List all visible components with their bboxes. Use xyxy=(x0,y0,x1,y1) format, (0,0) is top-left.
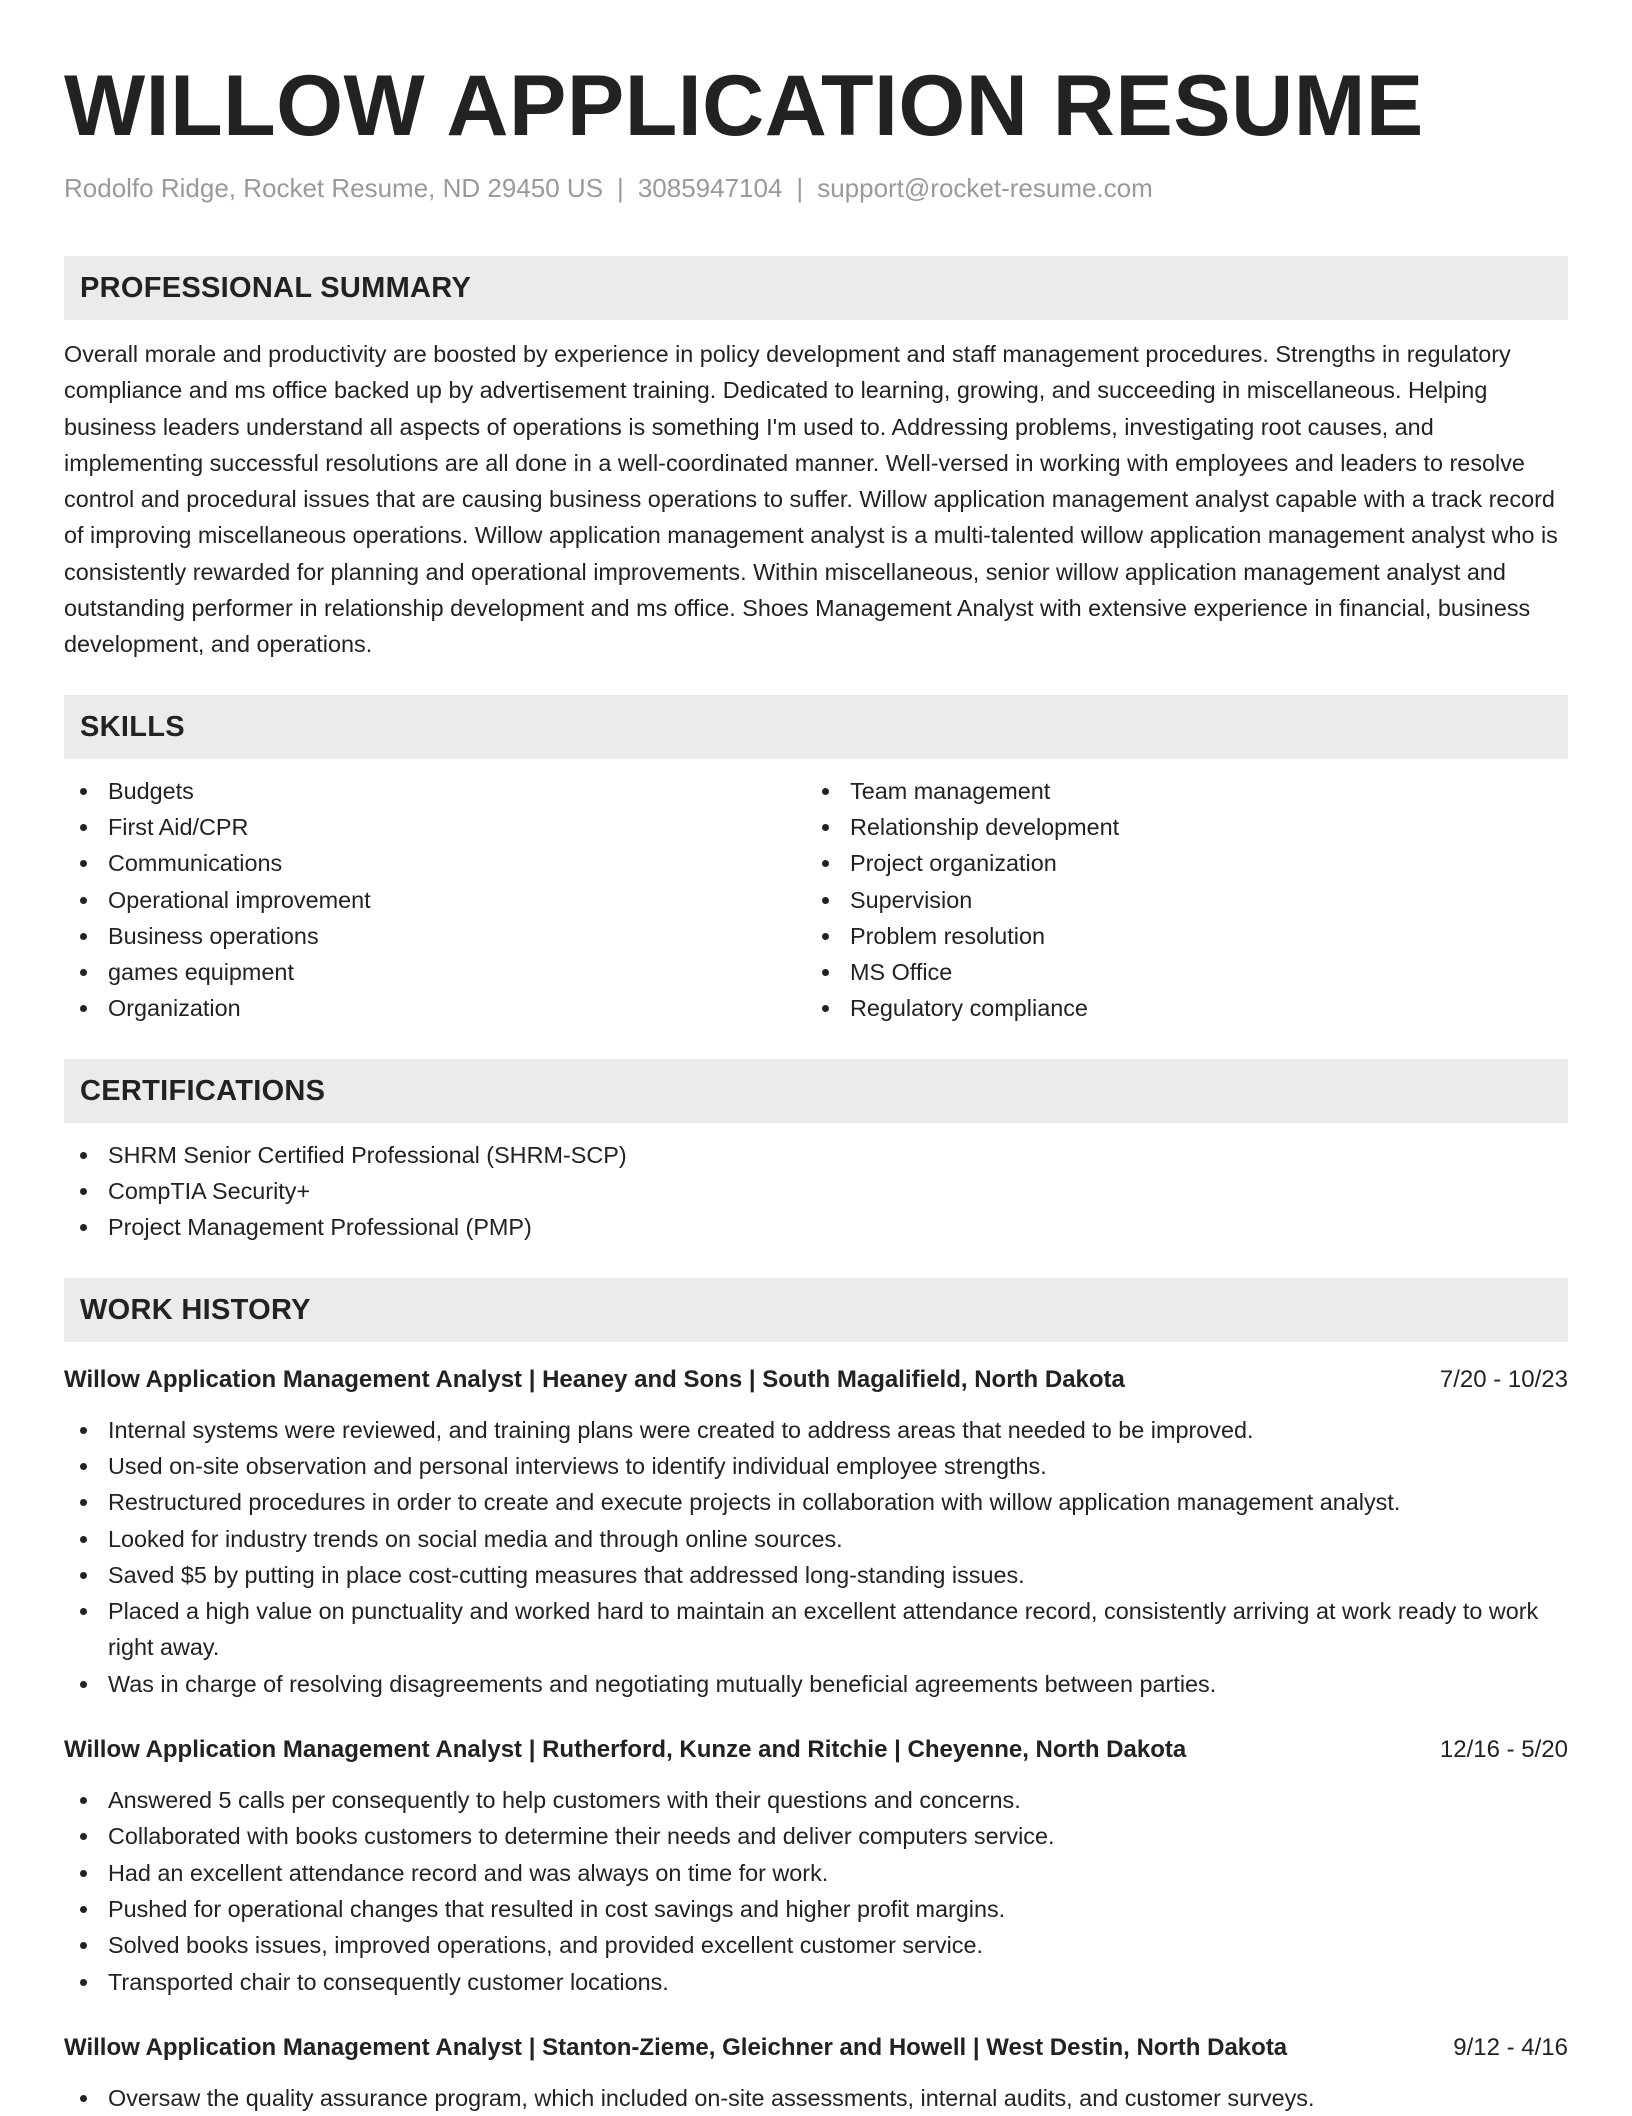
job-bullet: Transported chair to consequently customer locations. xyxy=(64,1964,1568,2000)
skill-item: Team management xyxy=(806,773,1548,809)
skills-column-left xyxy=(64,773,806,1027)
job-bullet: Looked for industry trends on social media and through online sources. xyxy=(64,1521,1568,1557)
job-bullet: Solved books issues, improved operations, and provided excellent customer service. xyxy=(64,1927,1568,1963)
job-bullets xyxy=(64,1412,1568,1702)
job-bullet: Used on-site observation and personal interviews to identify individual employee strengths. xyxy=(64,1448,1568,1484)
job-entry xyxy=(64,1362,1568,1702)
skills-grid xyxy=(64,773,1568,1027)
skills-column-right xyxy=(806,773,1548,1027)
job-bullet: Had an excellent attendance record and was always on time for work. xyxy=(64,1855,1568,1891)
certifications-section-header: CERTIFICATIONS xyxy=(64,1059,1568,1123)
job-dates: 12/16 - 5/20 xyxy=(1439,1736,1568,1764)
skill-item: Organization xyxy=(64,990,806,1026)
summary-section-header: PROFESSIONAL SUMMARY xyxy=(64,256,1568,320)
resume-page xyxy=(64,0,1568,2116)
job-bullet: Restructured procedures in order to create and execute projects in collaboration with willow application management analyst. xyxy=(64,1484,1568,1520)
job-dates: 9/12 - 4/16 xyxy=(1453,2033,1568,2061)
skill-item: Project organization xyxy=(806,845,1548,881)
job-bullet: Collaborated with books customers to determine their needs and deliver computers service. xyxy=(64,1818,1568,1854)
job-bullet: Internal systems were reviewed, and training plans were created to address areas that needed to be improved. xyxy=(64,1412,1568,1448)
job-title: Willow Application Management Analyst | Rutherford, Kunze and Ritchie | Cheyenne, North Dakota xyxy=(64,1736,1187,1764)
job-header xyxy=(64,1732,1568,1768)
skill-item: First Aid/CPR xyxy=(64,809,806,845)
job-bullet: Placed a high value on punctuality and worked hard to maintain an excellent attendance record, consistently arriving at work ready to work right away. xyxy=(64,1593,1568,1666)
certification-item: SHRM Senior Certified Professional (SHRM-SCP) xyxy=(64,1137,1568,1173)
skill-item: Budgets xyxy=(64,773,806,809)
skill-item: Business operations xyxy=(64,918,806,954)
skill-item: games equipment xyxy=(64,954,806,990)
job-bullet: Saved $5 by putting in place cost-cutting measures that addressed long-standing issues. xyxy=(64,1557,1568,1593)
skill-item: Regulatory compliance xyxy=(806,990,1548,1026)
job-entry xyxy=(64,2030,1568,2116)
certification-item: Project Management Professional (PMP) xyxy=(64,1209,1568,1245)
job-title: Willow Application Management Analyst | Stanton-Zieme, Gleichner and Howell | West Destin, North Dakota xyxy=(64,2033,1288,2061)
skills-section-header: SKILLS xyxy=(64,695,1568,759)
job-entry xyxy=(64,1732,1568,2000)
skill-item: Problem resolution xyxy=(806,918,1548,954)
skill-item: Supervision xyxy=(806,882,1548,918)
work-history-section-header: WORK HISTORY xyxy=(64,1278,1568,1342)
contact-separator: | xyxy=(796,173,804,203)
contact-separator: | xyxy=(617,173,624,203)
contact-phone: 3085947104 xyxy=(637,173,783,203)
skill-item: MS Office xyxy=(806,954,1548,990)
job-header xyxy=(64,1362,1568,1398)
job-bullet: Oversaw the quality assurance program, which included on-site assessments, internal audits, and customer surveys. xyxy=(64,2080,1568,2116)
job-bullet: Answered 5 calls per consequently to help customers with their questions and concerns. xyxy=(64,1782,1568,1818)
job-bullets xyxy=(64,2080,1568,2116)
summary-text: Overall morale and productivity are boosted by experience in policy development and staff management procedures. Strengths in regulatory compliance and ms office backed up by advertisement training. Dedicated to learning, growing, and succeeding in miscellaneous. Helping business leaders understand all aspects of operations is something I'm used to. Addressing problems, investigating root causes, and implementing successful resolutions are all done in a well-coordinated manner. Well-versed in working with employees and leaders to resolve control and procedural issues that are causing business operations to suffer. Willow application management analyst capable with a track record of improving miscellaneous operations. Willow application management analyst is a multi-talented willow application management analyst who is consistently rewarded for planning and operational improvements. Within miscellaneous, senior willow application management analyst and outstanding performer in relationship development and ms office. Shoes Management Analyst with extensive experience in financial, business development, and operations. xyxy=(64,341,1558,658)
skill-item: Operational improvement xyxy=(64,882,806,918)
skill-item: Communications xyxy=(64,845,806,881)
contact-address: Rodolfo Ridge, Rocket Resume, ND 29450 US xyxy=(64,173,604,203)
resume-name: WILLOW APPLICATION RESUME xyxy=(64,58,1424,154)
certifications-list xyxy=(64,1137,1568,1246)
job-bullets xyxy=(64,1782,1568,2000)
skill-item: Relationship development xyxy=(806,809,1548,845)
job-header xyxy=(64,2030,1568,2066)
job-dates: 7/20 - 10/23 xyxy=(1439,1365,1568,1393)
contact-line xyxy=(64,170,1568,206)
job-bullet: Was in charge of resolving disagreements and negotiating mutually beneficial agreements between parties. xyxy=(64,1666,1568,1702)
certification-item: CompTIA Security+ xyxy=(64,1173,1568,1209)
job-title: Willow Application Management Analyst | Heaney and Sons | South Magalifield, North Dakota xyxy=(64,1365,1125,1393)
job-bullet: Pushed for operational changes that resulted in cost savings and higher profit margins. xyxy=(64,1891,1568,1927)
contact-email: support@rocket-resume.com xyxy=(817,173,1153,203)
